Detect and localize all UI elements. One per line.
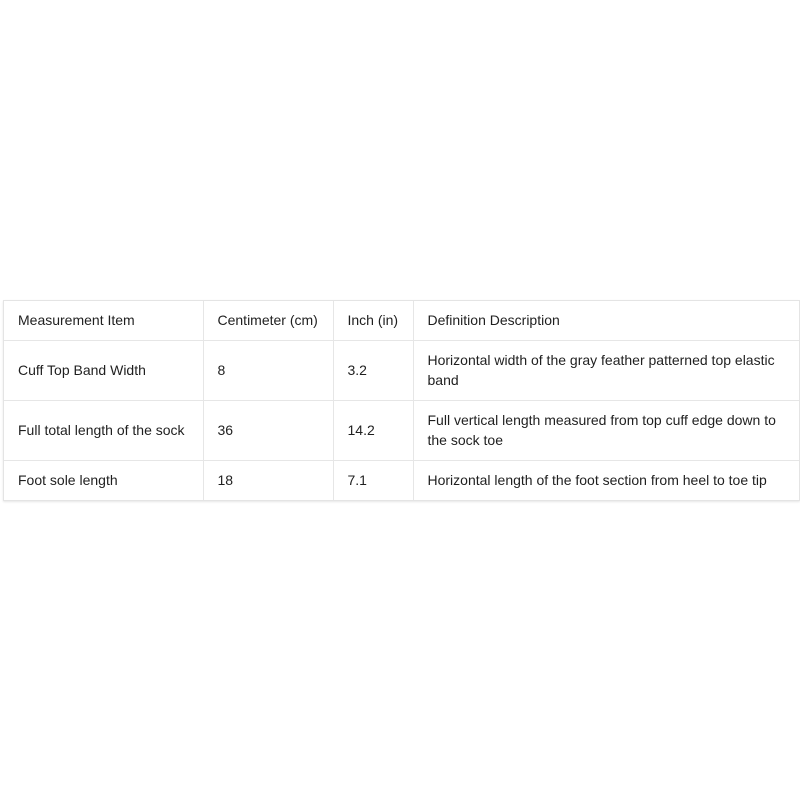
cell-measurement-item: Full total length of the sock [4, 401, 203, 461]
table-row [4, 341, 799, 401]
header-inch: Inch (in) [333, 301, 413, 341]
cell-inch: 3.2 [333, 341, 413, 401]
cell-centimeter: 36 [203, 401, 333, 461]
cell-inch: 14.2 [333, 401, 413, 461]
cell-inch: 7.1 [333, 461, 413, 501]
header-centimeter: Centimeter (cm) [203, 301, 333, 341]
cell-definition: Full vertical length measured from top cuff edge down to the sock toe [413, 401, 799, 461]
cell-definition: Horizontal length of the foot section from heel to toe tip [413, 461, 799, 501]
cell-measurement-item: Foot sole length [4, 461, 203, 501]
cell-measurement-item: Cuff Top Band Width [4, 341, 203, 401]
measurement-table-container [3, 300, 800, 501]
table-header [4, 301, 799, 341]
measurement-table [4, 301, 799, 500]
cell-centimeter: 8 [203, 341, 333, 401]
table-body [4, 341, 799, 501]
header-row [4, 301, 799, 341]
header-definition: Definition Description [413, 301, 799, 341]
cell-centimeter: 18 [203, 461, 333, 501]
header-measurement-item: Measurement Item [18, 312, 135, 328]
cell-definition: Horizontal width of the gray feather patterned top elastic band [413, 341, 799, 401]
table-row [4, 461, 799, 501]
table-row [4, 401, 799, 461]
